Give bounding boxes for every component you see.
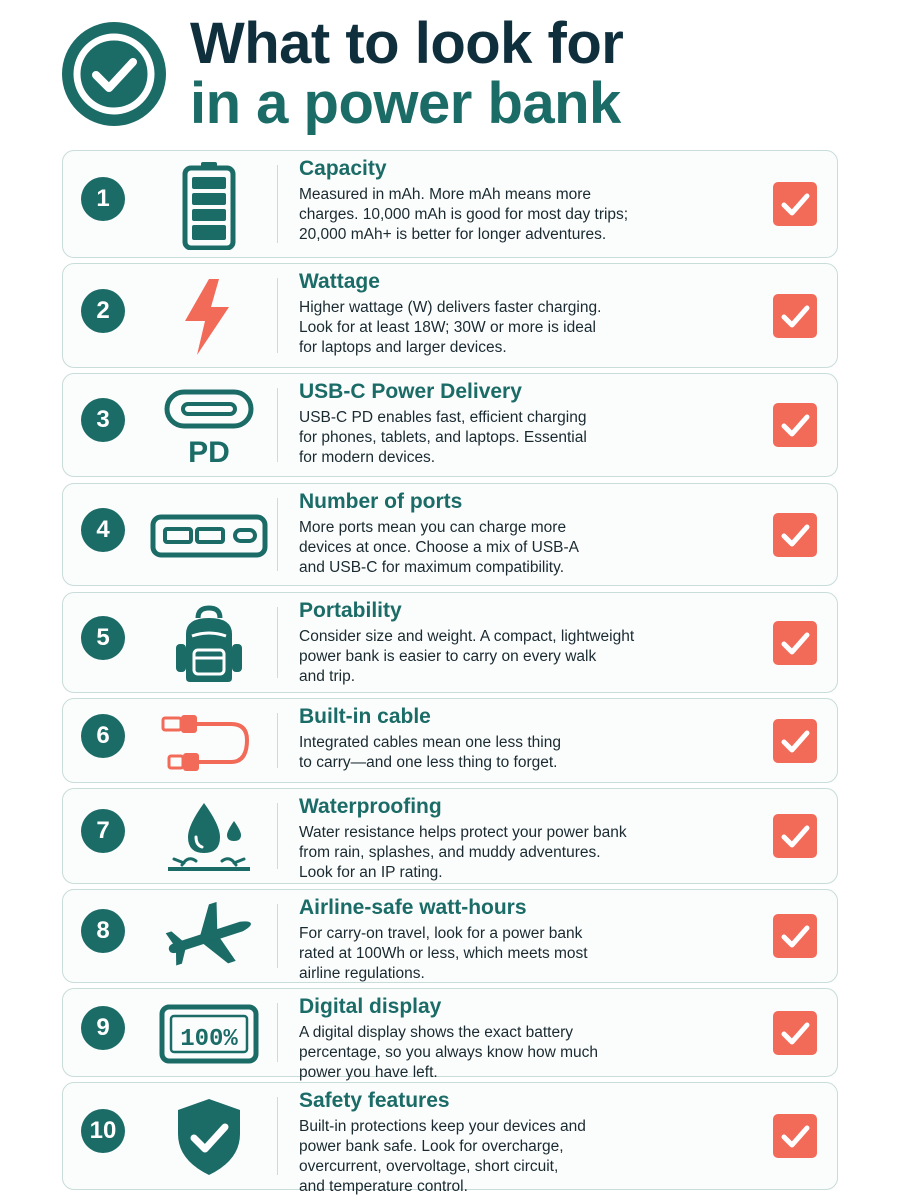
description-line: Built-in protections keep your devices and xyxy=(299,1118,586,1135)
description-line: for modern devices. xyxy=(299,449,436,466)
divider xyxy=(277,498,278,571)
description-line: USB-C PD enables fast, efficient charging xyxy=(299,409,587,426)
item-title: Wattage xyxy=(299,270,380,293)
description-line: for phones, tablets, and laptops. Essential xyxy=(299,429,587,446)
description-line: for laptops and larger devices. xyxy=(299,339,507,356)
divider xyxy=(277,1097,278,1175)
checklist-row xyxy=(62,483,838,586)
checked-checkbox[interactable] xyxy=(773,1011,817,1055)
checked-checkbox[interactable] xyxy=(773,513,817,557)
checked-checkbox[interactable] xyxy=(773,719,817,763)
item-description xyxy=(299,733,769,773)
checklist-row xyxy=(62,373,838,477)
checklist-row xyxy=(62,1082,838,1195)
description-line: and trip. xyxy=(299,668,356,685)
description-line: power bank safe. Look for overcharge, xyxy=(299,1138,564,1155)
item-number-badge: 9 xyxy=(81,1006,125,1050)
description-line: and temperature control. xyxy=(299,1178,468,1195)
title-line-2: in a power bank xyxy=(190,71,621,136)
checked-checkbox[interactable] xyxy=(773,814,817,858)
item-number-badge: 2 xyxy=(81,289,125,333)
item-text xyxy=(299,380,769,468)
item-number-badge: 4 xyxy=(81,508,125,552)
checked-checkbox[interactable] xyxy=(773,182,817,226)
divider xyxy=(277,165,278,243)
divider xyxy=(277,388,278,462)
cable-icon xyxy=(149,698,269,786)
checked-checkbox[interactable] xyxy=(773,621,817,665)
description-line: power you have left. xyxy=(299,1064,438,1081)
item-description xyxy=(299,1023,769,1083)
checklist-row xyxy=(62,889,838,983)
description-line: Higher wattage (W) delivers faster charging. xyxy=(299,299,602,316)
item-title: Safety features xyxy=(299,1089,450,1112)
item-title: USB-C Power Delivery xyxy=(299,380,522,403)
item-number-badge: 7 xyxy=(81,809,125,853)
item-title: Number of ports xyxy=(299,490,463,513)
item-title: Airline-safe watt-hours xyxy=(299,896,527,919)
item-number-badge: 5 xyxy=(81,616,125,660)
description-line: and USB-C for maximum compatibility. xyxy=(299,559,565,576)
display-readout: 100% xyxy=(180,1026,238,1053)
checklist-row xyxy=(62,592,838,693)
checklist-row xyxy=(62,788,838,884)
battery-icon xyxy=(149,161,269,249)
divider xyxy=(277,904,278,968)
shield-check-icon xyxy=(149,1093,269,1181)
description-line: charges. 10,000 mAh is good for most day trips; xyxy=(299,206,629,223)
checklist-row xyxy=(62,698,838,783)
checked-checkbox[interactable] xyxy=(773,294,817,338)
description-line: Look for at least 18W; 30W or more is ideal xyxy=(299,319,596,336)
item-title: Portability xyxy=(299,599,402,622)
item-description xyxy=(299,518,769,578)
digital-display-icon xyxy=(149,990,269,1078)
checked-checkbox[interactable] xyxy=(773,403,817,447)
item-text xyxy=(299,705,769,773)
checked-checkbox[interactable] xyxy=(773,1114,817,1158)
description-line: to carry—and one less thing to forget. xyxy=(299,754,558,771)
item-text xyxy=(299,795,769,883)
description-line: More ports mean you can charge more xyxy=(299,519,567,536)
water-drop-icon xyxy=(149,793,269,881)
checklist-row xyxy=(62,988,838,1081)
description-line: Measured in mAh. More mAh means more xyxy=(299,186,592,203)
description-line: from rain, splashes, and muddy adventures. xyxy=(299,844,601,861)
item-text xyxy=(299,490,769,578)
backpack-icon xyxy=(149,600,269,688)
description-line: Look for an IP rating. xyxy=(299,864,443,881)
description-line: power bank is easier to carry on every walk xyxy=(299,648,597,665)
item-number-badge: 8 xyxy=(81,909,125,953)
checklist-row xyxy=(62,263,838,368)
divider xyxy=(277,1003,278,1062)
item-description xyxy=(299,823,769,883)
description-line: rated at 100Wh or less, which meets most xyxy=(299,945,588,962)
description-line: A digital display shows the exact battery xyxy=(299,1024,573,1041)
pd-label: PD xyxy=(188,436,230,468)
item-title: Capacity xyxy=(299,157,387,180)
description-line: airline regulations. xyxy=(299,965,425,982)
item-title: Digital display xyxy=(299,995,442,1018)
item-text xyxy=(299,599,769,687)
divider xyxy=(277,278,278,353)
usb-c-pd-icon xyxy=(149,382,269,470)
item-description xyxy=(299,924,769,984)
item-description xyxy=(299,298,769,358)
ports-icon xyxy=(149,492,269,580)
description-line: overcurrent, overvoltage, short circuit, xyxy=(299,1158,559,1175)
description-line: Integrated cables mean one less thing xyxy=(299,734,561,751)
item-number-badge: 6 xyxy=(81,714,125,758)
page-title xyxy=(190,11,624,136)
checked-checkbox[interactable] xyxy=(773,914,817,958)
item-title: Built-in cable xyxy=(299,705,431,728)
item-number-badge: 3 xyxy=(81,398,125,442)
item-text xyxy=(299,270,769,358)
description-line: Water resistance helps protect your power bank xyxy=(299,824,627,841)
description-line: 20,000 mAh+ is better for longer adventures. xyxy=(299,226,607,243)
item-number-badge: 1 xyxy=(81,177,125,221)
item-description xyxy=(299,185,769,245)
item-text xyxy=(299,896,769,984)
description-line: percentage, so you always know how much xyxy=(299,1044,598,1061)
item-description xyxy=(299,408,769,468)
item-description xyxy=(299,1117,769,1197)
airplane-icon xyxy=(149,893,269,981)
description-line: For carry-on travel, look for a power bank xyxy=(299,925,583,942)
item-title: Waterproofing xyxy=(299,795,442,818)
item-text xyxy=(299,995,769,1083)
item-text xyxy=(299,1089,769,1197)
lightning-bolt-icon xyxy=(149,273,269,361)
header xyxy=(0,0,900,145)
checklist-row xyxy=(62,150,838,258)
divider xyxy=(277,607,278,678)
item-description xyxy=(299,627,769,687)
divider xyxy=(277,713,278,768)
description-line: Consider size and weight. A compact, lightweight xyxy=(299,628,635,645)
item-text xyxy=(299,157,769,245)
item-number-badge: 10 xyxy=(81,1109,125,1153)
description-line: devices at once. Choose a mix of USB-A xyxy=(299,539,579,556)
divider xyxy=(277,803,278,869)
title-line-1: What to look for xyxy=(190,11,624,76)
checkmark-circle-icon xyxy=(62,22,166,126)
